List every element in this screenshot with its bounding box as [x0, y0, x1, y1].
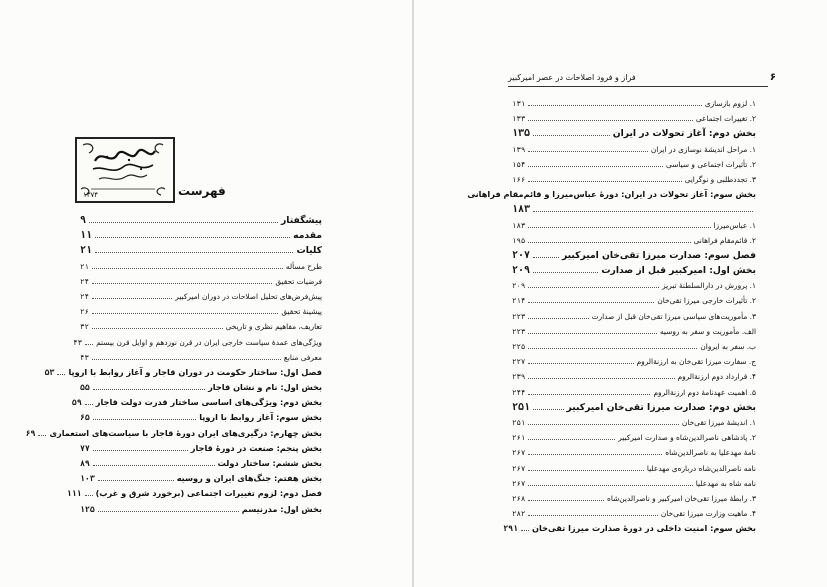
stamp-calligraphy-image — [77, 139, 169, 197]
toc-entry — [512, 263, 756, 278]
toc-dot-leader — [92, 319, 223, 329]
toc-dot-leader — [38, 426, 46, 436]
toc-entry-title: ۱. لزوم بازسازی — [704, 99, 756, 108]
toc-entry-page: ۸۹ — [80, 458, 90, 468]
toc-entry-title: ۴. ماهیت وزارت میرزا تقی‌خان — [660, 509, 756, 519]
toc-entry-title: ۴. قرارداد دوم ارزنةالروم — [677, 372, 756, 382]
stamp-date: ۱۳۷۴ — [83, 191, 99, 199]
toc-dot-leader — [57, 365, 65, 375]
toc-entry-title: ۲. پادشاهی ناصرالدین‌شاه و صدارت امیرکبیر — [618, 433, 756, 443]
toc-entry-page: ۲۲۳ — [512, 326, 526, 336]
toc-dot-leader — [528, 445, 662, 455]
toc-entry-page: ۷۷ — [80, 442, 90, 453]
toc-entry-page: ۲۶۷ — [512, 478, 526, 488]
toc-entry-page: ۱۳۱ — [512, 99, 526, 108]
toc-entry-page: ۶۹ — [25, 427, 36, 438]
toc-entry-page: ۱۰۳ — [80, 473, 95, 484]
toc-dot-leader — [528, 96, 701, 106]
toc-entry-title: معرفی منابع — [283, 352, 322, 362]
toc-entry-page: ۱۳۹ — [512, 144, 526, 154]
toc-entry — [80, 228, 322, 243]
toc-entry-page: ۲۹۱ — [503, 523, 519, 534]
toc-entry-page: ۵۵ — [80, 382, 90, 393]
toc-entry-page: ۱۳۵ — [512, 128, 531, 140]
toc-entry — [80, 289, 322, 304]
toc-entry — [80, 259, 322, 274]
toc-entry — [80, 471, 322, 486]
toc-entry — [512, 172, 756, 187]
toc-entry-title: پیش‌فرض‌های تحلیل اصلاحات در دوران امیرکبیر — [175, 291, 322, 301]
toc-entry-title: ۲. تغییرات اجتماعی — [695, 114, 756, 124]
toc-dot-leader — [93, 441, 188, 451]
toc-entry-title: بخش چهارم: درگیری‌های ایران دورهٔ قاجار با سیاست‌های استعماری — [49, 427, 322, 438]
toc-entry-page: ۲۵۱ — [512, 417, 526, 427]
toc-entry-title: نامهٔ مهدعلیا به ناصرالدین‌شاه — [665, 448, 756, 458]
toc-entry-page: ۴۳ — [80, 352, 89, 362]
toc-entry-title: بخش اول: مدرنیسم — [241, 503, 322, 514]
toc-dot-leader — [89, 213, 278, 223]
toc-dot-leader — [521, 521, 529, 531]
running-head — [508, 72, 776, 87]
toc-entry-page: ۱۵۴ — [512, 159, 526, 169]
toc-entry-page: ۲۱ — [80, 245, 93, 257]
toc-entry-title: بخش پنجم: صنعت در دورهٔ قاجار — [190, 442, 322, 453]
toc-entry — [467, 187, 756, 202]
toc-entry-page: ۲۲۷ — [512, 357, 526, 367]
toc-list-right — [467, 96, 756, 536]
toc-entry — [512, 142, 756, 157]
toc-dot-leader — [92, 304, 278, 314]
toc-entry-page: ۱۸۳ — [512, 220, 526, 230]
toc-entry-page: ۲۱۴ — [512, 296, 526, 306]
toc-entry — [512, 233, 756, 248]
toc-entry-title: ۱. پرورش در دارالسلطنهٔ تبریز — [662, 281, 756, 291]
toc-entry-title: ویژگی‌های عمدهٔ سیاست خارجی ایران در قرن نوزدهم و اوایل قرن بیستم — [96, 337, 322, 347]
toc-dot-leader — [533, 400, 563, 410]
toc-dot-leader — [528, 293, 654, 303]
toc-entry — [512, 430, 756, 445]
library-stamp — [75, 137, 175, 203]
toc-dot-leader — [528, 339, 697, 349]
toc-entry-title: فصل سوم: صدارت میرزا تقی‌خان امیرکبیر — [561, 249, 756, 261]
toc-entry-title: کلیات — [296, 245, 322, 257]
toc-entry-page: ۲۵۱ — [512, 401, 531, 413]
toc-dot-leader — [528, 172, 681, 182]
toc-dot-leader — [92, 259, 283, 269]
toc-entry-title: بخش دوم: آغاز تحولات در ایران — [612, 128, 756, 140]
page-number: ۶ — [769, 72, 776, 83]
toc-entry — [512, 218, 756, 233]
toc-entry-title: ۱. اندیشهٔ میرزا تقی‌خان — [681, 417, 756, 427]
toc-entry — [512, 415, 756, 430]
toc-entry — [512, 400, 756, 415]
toc-entry — [512, 96, 756, 111]
toc-entry-title: بخش دوم: ویژگی‌های اساسی ساختار قدرت دولت قاجار — [95, 397, 322, 408]
toc-entry — [512, 111, 756, 126]
running-title: فراز و فرود اصلاحات در عصر امیرکبیر — [508, 73, 636, 82]
toc-entry-page: ۲۴۴ — [512, 387, 526, 397]
toc-entry-page: ۲۰۷ — [512, 249, 531, 261]
toc-entry-page: ۲۱ — [80, 261, 89, 271]
toc-entry-title: ۱. عباس‌میرزا — [713, 220, 756, 230]
toc-entry-page: ۱۸۳ — [512, 204, 531, 216]
toc-entry-page: ۲۰۹ — [512, 281, 526, 291]
toc-entry-page: ۵۹ — [71, 397, 82, 408]
toc-entry-page: ۱۹۵ — [512, 235, 526, 245]
toc-entry-page: ۲۰۹ — [512, 265, 531, 277]
toc-dot-leader — [528, 369, 674, 379]
toc-entry-page: ۶۵ — [80, 412, 90, 423]
toc-entry-title: بخش سوم: آغاز تحولات در ایران: دورهٔ عباس‌میرزا و قائم‌مقام فراهانی — [467, 189, 756, 200]
toc-entry — [512, 491, 756, 506]
toc-entry-page: ۱۲۵ — [80, 503, 95, 514]
toc-entry — [512, 324, 756, 339]
toc-dot-leader — [98, 502, 239, 512]
toc-entry-title: بخش هفتم: جنگ‌های ایران و روسیه — [176, 473, 322, 484]
toc-entry — [80, 502, 322, 517]
toc-entry — [512, 506, 756, 521]
toc-entry-title: پیشینهٔ تحقیق — [281, 307, 322, 317]
toc-dot-leader — [528, 476, 692, 486]
toc-dot-leader — [528, 324, 657, 334]
toc-entry — [512, 202, 756, 217]
toc-entry-page: ۳۲ — [80, 322, 89, 332]
toc-dot-leader — [92, 350, 281, 360]
toc-entry — [512, 339, 756, 354]
toc-dot-leader — [528, 309, 588, 319]
toc-dot-leader — [95, 243, 293, 253]
toc-entry — [80, 274, 322, 289]
toc-dot-leader — [528, 218, 710, 228]
toc-entry — [512, 369, 756, 384]
toc-entry — [512, 385, 756, 400]
toc-entry — [80, 410, 322, 425]
toc-entry-page: ۱۳۳ — [512, 114, 526, 124]
toc-entry — [73, 335, 322, 350]
toc-entry — [512, 126, 756, 141]
toc-entry-title: طرح مسأله — [285, 261, 322, 271]
toc-entry — [512, 461, 756, 476]
toc-entry — [80, 456, 322, 471]
toc-dot-leader — [528, 491, 604, 501]
toc-entry — [80, 304, 322, 319]
toc-dot-leader — [528, 111, 692, 121]
toc-entry-title: ۲. تأثیرات خارجی میرزا تقی‌خان — [657, 296, 756, 306]
toc-entry — [503, 521, 756, 536]
toc-dot-leader — [528, 233, 690, 243]
toc-dot-leader — [95, 228, 290, 238]
toc-dot-leader — [92, 274, 272, 284]
toc-entry-title: ج. سفارت میرزا تقی‌خان به ارزنةالروم — [636, 357, 756, 367]
toc-dot-leader — [93, 380, 205, 390]
toc-entry — [512, 293, 756, 308]
toc-dot-leader — [528, 385, 650, 395]
toc-entry-title: ۱. مراحل اندیشهٔ نوسازی در ایران — [650, 144, 756, 154]
toc-entry — [512, 445, 756, 460]
toc-dot-leader — [85, 486, 93, 496]
toc-entry-title: فصل اول: ساختار حکومت در دوران قاجار و آغاز روابط با اروپا — [68, 366, 322, 377]
toc-dot-leader — [533, 263, 598, 273]
toc-entry-page: ۴۳ — [73, 337, 83, 347]
toc-entry-page: ۹ — [80, 215, 87, 226]
toc-entry-title: ۲. قائم‌مقام فراهانی — [693, 235, 756, 245]
toc-entry — [44, 365, 322, 380]
toc-entry-title: مقدمه — [293, 230, 322, 242]
toc-entry-page: ۲۶۷ — [512, 448, 526, 458]
toc-dot-leader — [98, 471, 174, 481]
toc-entry-title: بخش سوم: آغاز روابط با اروپا — [199, 412, 322, 423]
toc-entry-page: ۱۱ — [80, 230, 93, 242]
toc-entry-page: ۲۶۸ — [512, 493, 526, 503]
toc-entry-page: ۱۱۱ — [66, 488, 82, 499]
toc-entry-title: ب. سفر به ایروان — [700, 342, 756, 351]
toc-entry-page: ۲۶۷ — [512, 463, 526, 473]
toc-entry — [80, 380, 322, 395]
toc-dot-leader — [533, 202, 753, 212]
toc-entry-title: ۲. تأثیرات اجتماعی و سیاسی — [666, 159, 756, 169]
toc-entry — [80, 213, 322, 228]
toc-list-left — [25, 213, 322, 517]
toc-heading: فهرست — [178, 184, 226, 198]
toc-entry-title: بخش دوم: صدارت میرزا تقی‌خان امیرکبیر — [566, 401, 756, 413]
toc-dot-leader — [528, 415, 679, 425]
toc-entry — [512, 278, 756, 293]
toc-entry-title: ۳. مأموریت‌های سیاسی میرزا تقی‌خان قبل از صدارت — [591, 311, 756, 321]
toc-entry-title: نامه ناصرالدین‌شاه درباره‌ی مهدعلیا — [646, 463, 756, 473]
toc-dot-leader — [92, 289, 172, 299]
toc-entry-page: ۲۳۹ — [512, 372, 526, 382]
toc-entry-page: ۲۶ — [80, 307, 89, 317]
toc-dot-leader — [85, 335, 93, 345]
toc-entry-title: الف. مأموریت و سفر به روسیه — [659, 326, 756, 336]
toc-dot-leader — [528, 461, 644, 471]
toc-entry-title: بخش اول: نام و نشان قاجار — [208, 382, 322, 393]
toc-entry — [66, 486, 322, 501]
toc-entry-title: ۵. اهمیت عهدنامهٔ دوم ارزنةالروم — [653, 387, 756, 397]
toc-entry — [25, 426, 322, 441]
toc-dot-leader — [528, 278, 659, 288]
toc-dot-leader — [533, 248, 559, 258]
toc-entry-page: ۲۸۲ — [512, 509, 526, 519]
toc-dot-leader — [528, 430, 615, 440]
toc-entry — [80, 350, 322, 365]
toc-entry-page: ۲۲۵ — [512, 342, 526, 351]
toc-dot-leader — [93, 410, 196, 420]
toc-entry — [512, 476, 756, 491]
toc-entry — [512, 354, 756, 369]
toc-entry — [512, 309, 756, 324]
toc-entry-page: ۲۶۱ — [512, 433, 526, 443]
toc-entry-title: پیشگفتار — [281, 215, 322, 226]
toc-dot-leader — [528, 157, 663, 167]
toc-entry-page: ۱۶۶ — [512, 174, 526, 184]
toc-entry-page: ۲۲۳ — [512, 311, 526, 321]
toc-entry-page: ۲۴ — [80, 291, 89, 301]
toc-entry-title: نامه شاه به مهدعلیا — [695, 478, 756, 488]
toc-dot-leader — [528, 142, 648, 152]
toc-entry — [80, 319, 322, 334]
toc-entry-title: تعاریف، مفاهیم نظری و تاریخی — [225, 322, 322, 332]
toc-dot-leader — [85, 395, 93, 405]
toc-entry-title: بخش اول: امیرکبیر قبل از صدارت — [601, 265, 756, 277]
toc-dot-leader — [528, 506, 658, 516]
toc-entry — [71, 395, 322, 410]
toc-entry — [80, 243, 322, 258]
book-gutter — [412, 0, 414, 587]
toc-dot-leader — [93, 456, 215, 466]
toc-entry-page: ۲۴ — [80, 276, 89, 286]
toc-entry-title: ۳. رابطهٔ میرزا تقی‌خان امیرکبیر و ناصرالدین‌شاه — [606, 493, 756, 503]
toc-entry-title: ۳. تجددطلبی و نوگرایی — [684, 174, 756, 184]
toc-entry — [80, 441, 322, 456]
toc-entry-page: ۵۳ — [44, 366, 55, 377]
toc-entry-title: بخش ششم: ساختار دولت — [217, 458, 322, 468]
toc-dot-leader — [528, 354, 633, 364]
toc-entry-title: فصل دوم: لزوم تغییرات اجتماعی (برخورد شرق و غرب) — [95, 488, 322, 499]
toc-entry — [512, 248, 756, 263]
toc-entry-title: فرضیات تحقیق — [275, 276, 322, 286]
toc-dot-leader — [533, 126, 610, 136]
toc-entry — [512, 157, 756, 172]
toc-entry-title: بخش سوم: امنیت داخلی در دورهٔ صدارت میرزا تقی‌خان — [532, 523, 756, 534]
